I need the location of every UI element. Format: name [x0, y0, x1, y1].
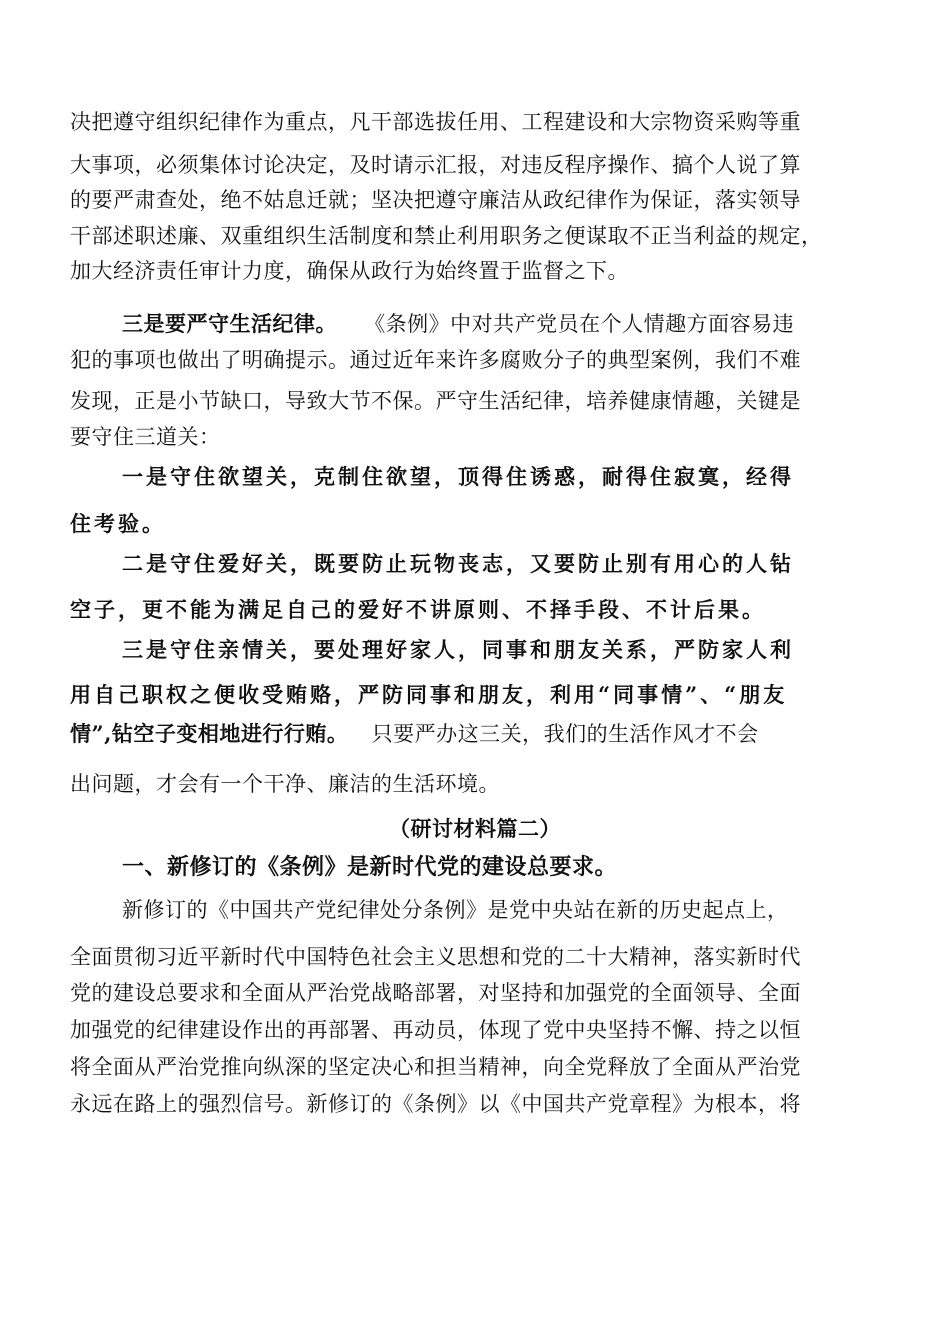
section-text: 《条例》中对共产党员在个人情趣方面容易违 — [364, 312, 795, 336]
paragraph-line: 干部述职述廉、双重组织生活制度和禁止利用职务之便谋取不正当利益的规定， — [70, 224, 823, 248]
paragraph-line: 要守住三道关： — [70, 425, 221, 449]
part-heading: 一、新修订的《条例》是新时代党的建设总要求。 — [122, 854, 618, 880]
paragraph-line: 大事项，必须集体讨论决定，及时请示汇报，对违反程序操作、搞个人说了算 — [70, 153, 801, 177]
pass-three-bold-text: 情”,钻空子变相地进行行贿。 — [70, 721, 349, 746]
section-heading-line — [122, 310, 794, 338]
pass-one-line: 住考验。 — [70, 511, 166, 536]
part-title: （研讨材料篇二） — [389, 816, 561, 841]
paragraph-line: 的要严肃查处，绝不姑息迁就；坚决把遵守廉洁从政纪律作为保证，落实领导 — [70, 188, 801, 212]
pass-one-line: 一是守住欲望关，克制住欲望，顶得住诱惑，耐得住寂寞，经得 — [122, 464, 794, 489]
paragraph-line: 决把遵守组织纪律作为重点，凡干部选拔任用、工程建设和大宗物资采购等重 — [70, 110, 801, 134]
section-heading: 三是要严守生活纪律。 — [122, 311, 337, 336]
pass-three-plain-text: 只要严办这三关，我们的生活作风才不会 — [371, 722, 759, 746]
pass-two-line: 空子，更不能为满足自己的爱好不讲原则、不择手段、不计后果。 — [70, 597, 766, 622]
pass-three-mixed-line — [70, 720, 759, 748]
paragraph-line: 加强党的纪律建设作出的再部署、再动员，体现了党中央坚持不懈、持之以恒 — [70, 1018, 801, 1042]
paragraph-line: 新修订的《中国共产党纪律处分条例》是党中央站在新的历史起点上， — [122, 898, 789, 922]
paragraph-line: 永远在路上的强烈信号。新修订的《条例》以《中国共产党章程》为根本，将 — [70, 1092, 801, 1116]
pass-three-line: 用自己职权之便收受贿赂，严防同事和朋友，利用“同事情”、“朋友 — [70, 682, 788, 707]
paragraph-line: 党的建设总要求和全面从严治党战略部署，对坚持和加强党的全面领导、全面 — [70, 981, 801, 1005]
paragraph-line: 全面贯彻习近平新时代中国特色社会主义思想和党的二十大精神，落实新时代 — [70, 945, 801, 969]
paragraph-line: 将全面从严治党推向纵深的坚定决心和担当精神，向全党释放了全面从严治党 — [70, 1055, 801, 1079]
pass-two-line: 二是守住爱好关，既要防止玩物丧志，又要防止别有用心的人钻 — [122, 551, 794, 576]
paragraph-line: 发现，正是小节缺口，导致大节不保。严守生活纪律，培养健康情趣，关键是 — [70, 389, 801, 413]
paragraph-line: 犯的事项也做出了明确提示。通过近年来许多腐败分子的典型案例，我们不难 — [70, 348, 801, 372]
paragraph-line: 加大经济责任审计力度，确保从政行为始终置于监督之下。 — [70, 259, 629, 283]
pass-three-line: 三是守住亲情关，要处理好家人，同事和朋友关系，严防家人利 — [122, 637, 794, 662]
paragraph-line: 出问题，才会有一个干净、廉洁的生活环境。 — [70, 772, 500, 796]
